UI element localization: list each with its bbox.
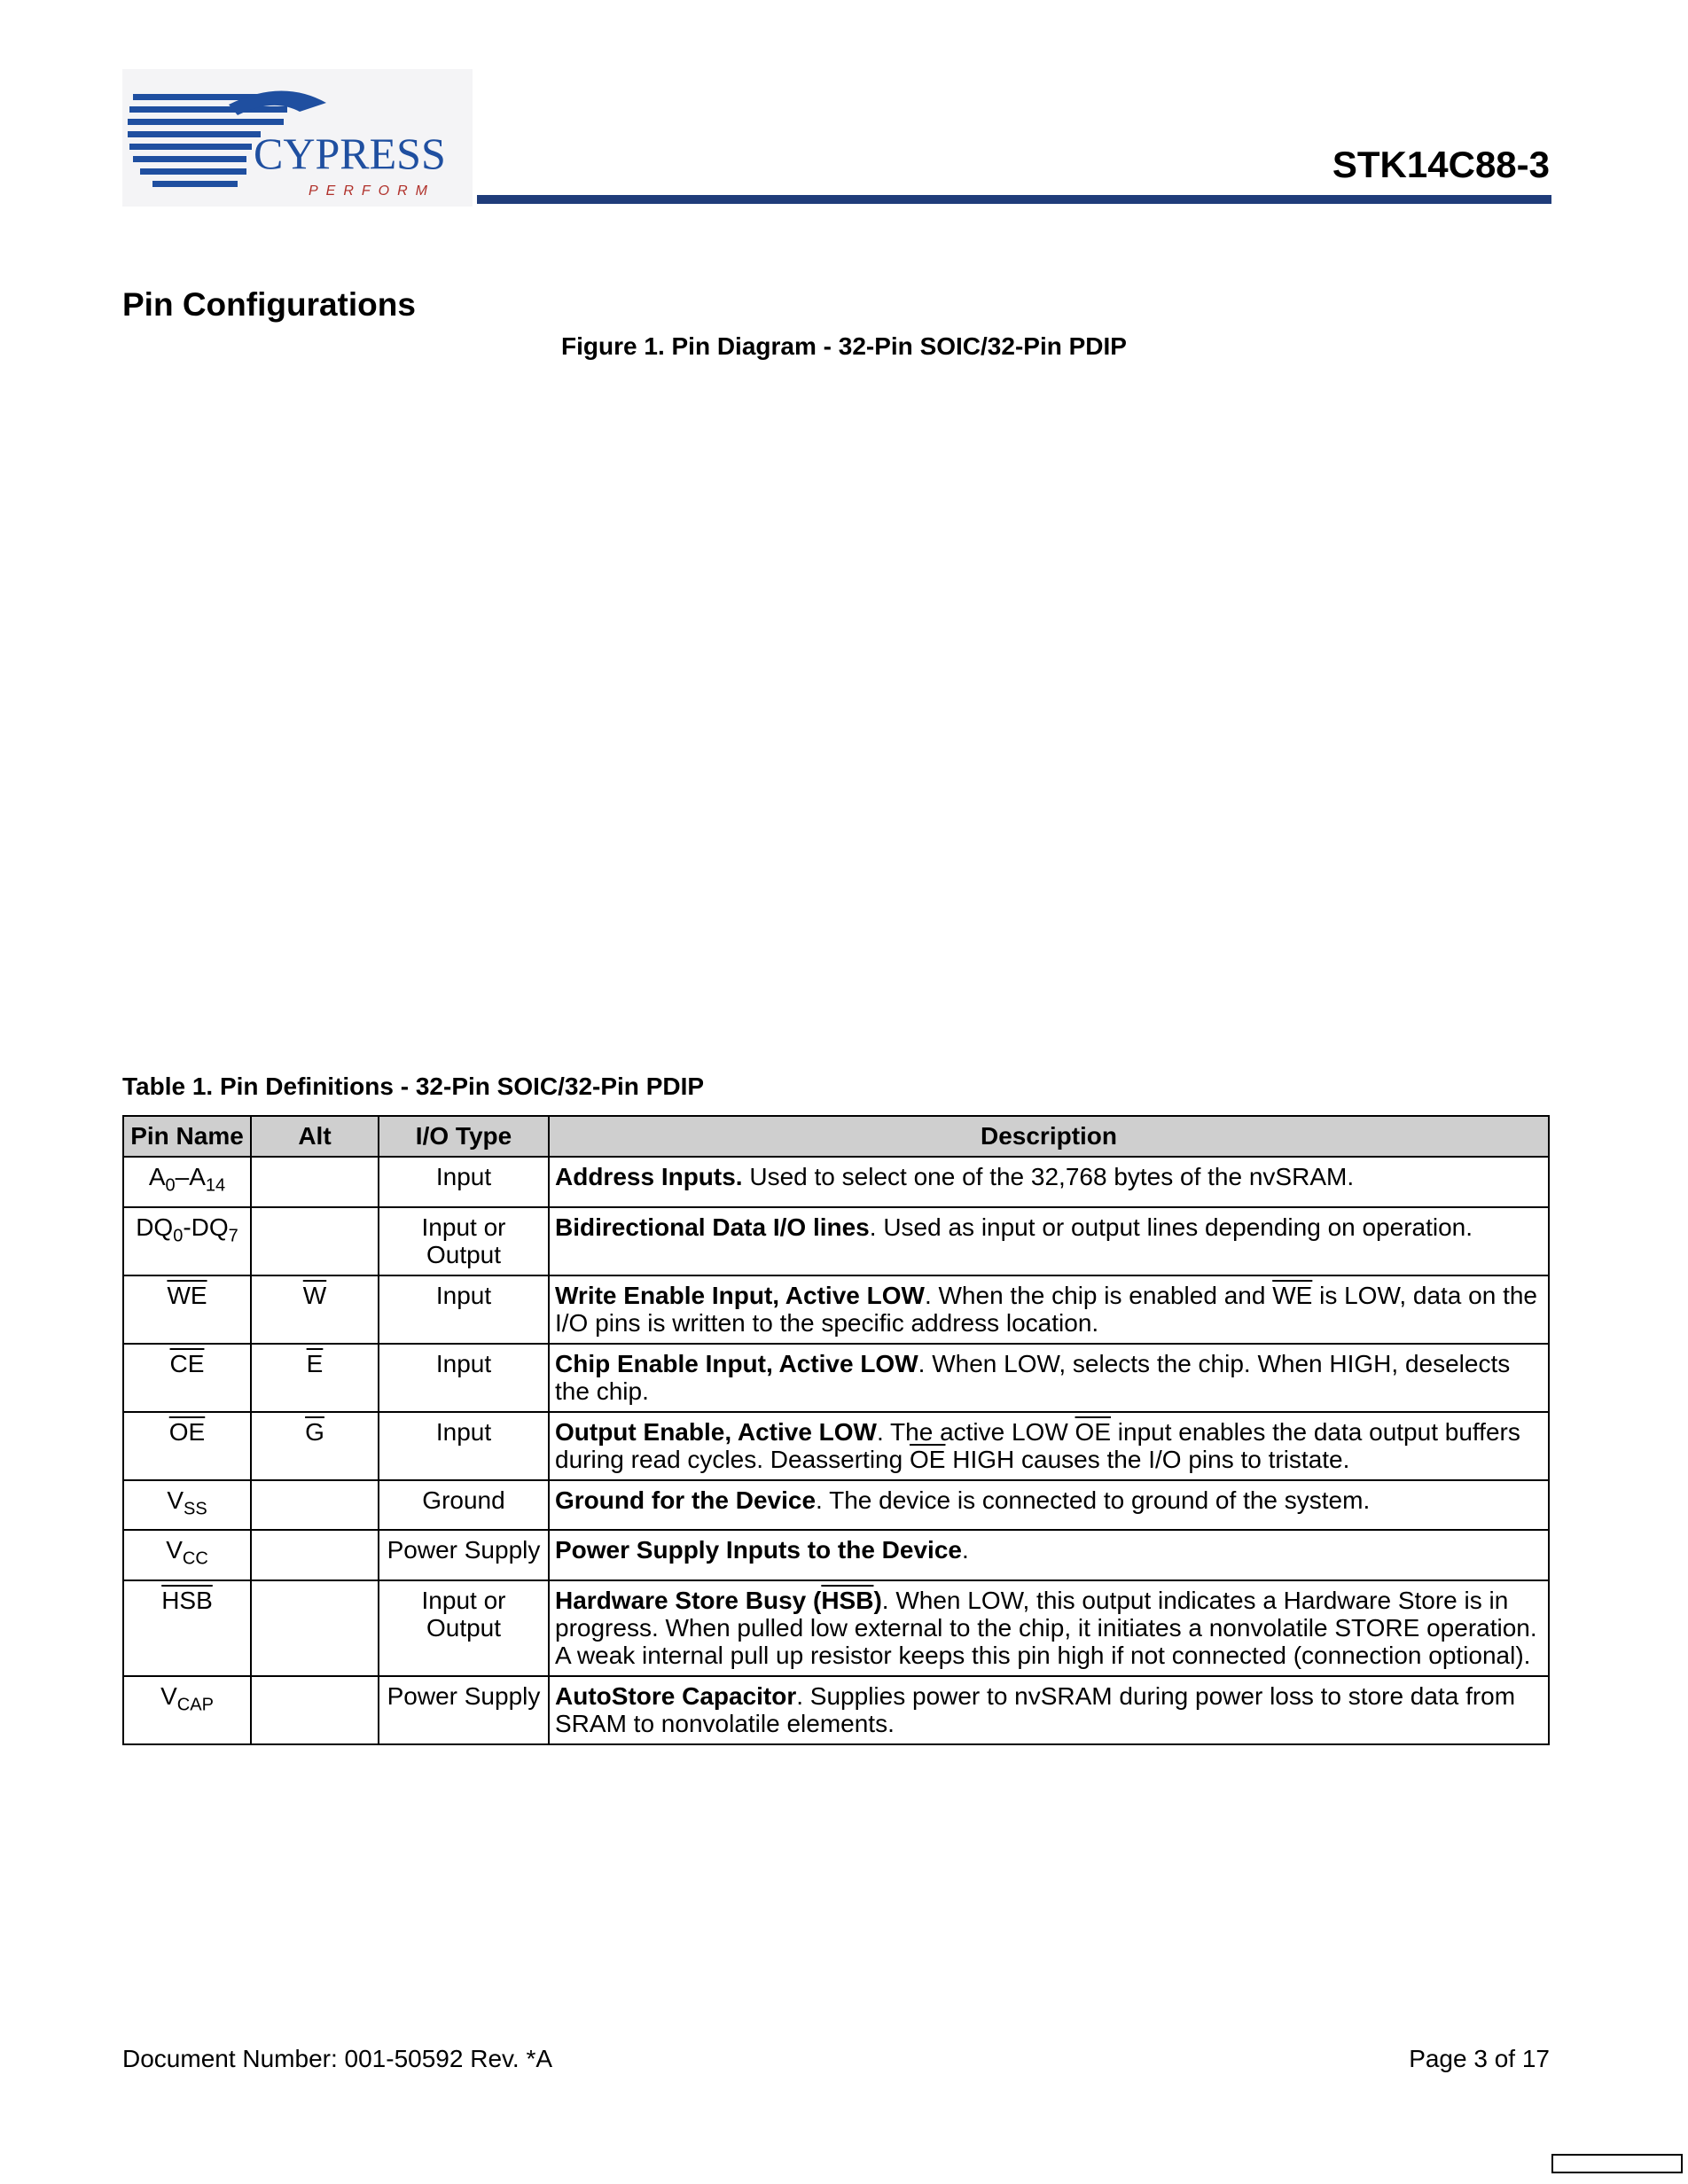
alt-cell: $\overline{W}$ (251, 1275, 379, 1344)
io-type-cell: Input (379, 1275, 549, 1344)
document-number: Document Number: 001-50592 Rev. *A (122, 2045, 553, 2072)
table-row (123, 1275, 1549, 1344)
io-type-cell: Input (379, 1344, 549, 1412)
description-text: . When LOW, selects the chip. When HIGH, deselects the chip. (555, 1349, 1511, 1405)
corner-box (1551, 2154, 1683, 2173)
alt-cell (251, 1530, 379, 1580)
description-term: Address Inputs. (555, 1163, 743, 1190)
pin-name-cell: $\overline{OE}$ (123, 1412, 251, 1480)
description-text: . The device is connected to ground of the system. (816, 1486, 1371, 1514)
description-text: . Supplies power to nvSRAM during power loss to store data from SRAM to nonvolatile elements. (555, 1681, 1516, 1737)
pin-name-cell: $A_0-A_{14}$ (123, 1157, 251, 1207)
description-term: Hardware Store Busy $(\overline{HSB})$ (555, 1586, 882, 1614)
description-term: Write Enable Input, Active LOW (555, 1281, 925, 1309)
description-cell (549, 1157, 1549, 1207)
table-row (123, 1412, 1549, 1480)
table-row (123, 1157, 1549, 1207)
description-term: Power Supply Inputs to the Device (555, 1536, 962, 1564)
pin-name-cell: $DQ_0-DQ_7$ (123, 1207, 251, 1275)
col-header-pin-name: Pin Name (123, 1116, 251, 1157)
col-header-description: Description (549, 1116, 1549, 1157)
description-text: Used to select one of the 32,768 bytes of the nvSRAM. (742, 1163, 1355, 1190)
col-header-alt: Alt (251, 1116, 379, 1157)
alt-cell (251, 1157, 379, 1207)
pin-name-cell: $V_{SS}$ (123, 1480, 251, 1531)
svg-text:PERFORM: PERFORM (309, 183, 435, 199)
header-rule (477, 195, 1551, 204)
description-cell (549, 1344, 1549, 1412)
description-cell (549, 1676, 1549, 1744)
description-text: . Used as input or output lines depending on operation. (869, 1213, 1473, 1241)
io-type-cell: Power Supply (379, 1530, 549, 1580)
alt-cell (251, 1480, 379, 1531)
description-cell (549, 1580, 1549, 1676)
io-type-cell: Input or Output (379, 1207, 549, 1275)
alt-cell (251, 1580, 379, 1676)
description-cell (549, 1412, 1549, 1480)
description-cell (549, 1207, 1549, 1275)
alt-cell (251, 1676, 379, 1744)
description-text: . (961, 1536, 969, 1564)
description-term: Ground for the Device (555, 1486, 817, 1514)
table-header-row (123, 1116, 1549, 1157)
description-cell (549, 1530, 1549, 1580)
description-term: Chip Enable Input, Active LOW (555, 1349, 918, 1377)
table-row (123, 1530, 1549, 1580)
pin-diagram-figure (122, 372, 1551, 1046)
table-row (123, 1207, 1549, 1275)
pin-name-cell: $V_{CC}$ (123, 1530, 251, 1580)
table-row (123, 1480, 1549, 1531)
page-number: Page 3 of 17 (1409, 2045, 1550, 2072)
description-term: Bidirectional Data I/O lines (555, 1213, 870, 1241)
col-header-io-type: I/O Type (379, 1116, 549, 1157)
svg-text:CYPRESS: CYPRESS (254, 129, 446, 178)
pin-name-cell: $\overline{CE}$ (123, 1344, 251, 1412)
table-caption: Table 1. Pin Definitions - 32-Pin SOIC/32-Pin PDIP (122, 1072, 705, 1100)
io-type-cell: Input (379, 1412, 549, 1480)
table-row (123, 1344, 1549, 1412)
alt-cell (251, 1207, 379, 1275)
pin-name-cell: $\overline{WE}$ (123, 1275, 251, 1344)
description-term: Output Enable, Active LOW (555, 1417, 877, 1446)
table-row (123, 1676, 1549, 1744)
io-type-cell: Power Supply (379, 1676, 549, 1744)
description-text: . When the chip is enabled and $\overline{WE}$ is LOW, data on the I/O pins is written to the specific address location. (555, 1281, 1538, 1337)
pin-name-cell: $V_{CAP}$ (123, 1676, 251, 1744)
part-number: STK14C88-3 (1332, 144, 1550, 185)
section-title: Pin Configurations (122, 286, 416, 323)
description-text: . The active LOW $\overline{OE}$ input enables the data output buffers during read cycles. Deasserting $\overline{OE}$ HIGH causes the I/O pins to tristate. (555, 1417, 1520, 1473)
description-cell (549, 1480, 1549, 1531)
figure-caption: Figure 1. Pin Diagram - 32-Pin SOIC/32-Pin PDIP (561, 332, 1127, 360)
description-text: . When LOW, this output indicates a Hardware Store is in progress. When pulled low external to the chip, it initiates a nonvolatile STORE operation. A weak internal pull up resistor keeps this pin high if not connected (connection optional). (555, 1586, 1537, 1669)
alt-cell: $\overline{G}$ (251, 1412, 379, 1480)
pin-name-cell: $\overline{HSB}$ (123, 1580, 251, 1676)
io-type-cell: Input or Output (379, 1580, 549, 1676)
pin-definitions-table (122, 1115, 1550, 1745)
alt-cell: $\overline{E}$ (251, 1344, 379, 1412)
io-type-cell: Input (379, 1157, 549, 1207)
cypress-logo (122, 69, 473, 207)
io-type-cell: Ground (379, 1480, 549, 1531)
description-cell (549, 1275, 1549, 1344)
description-term: AutoStore Capacitor (555, 1681, 797, 1710)
table-row (123, 1580, 1549, 1676)
